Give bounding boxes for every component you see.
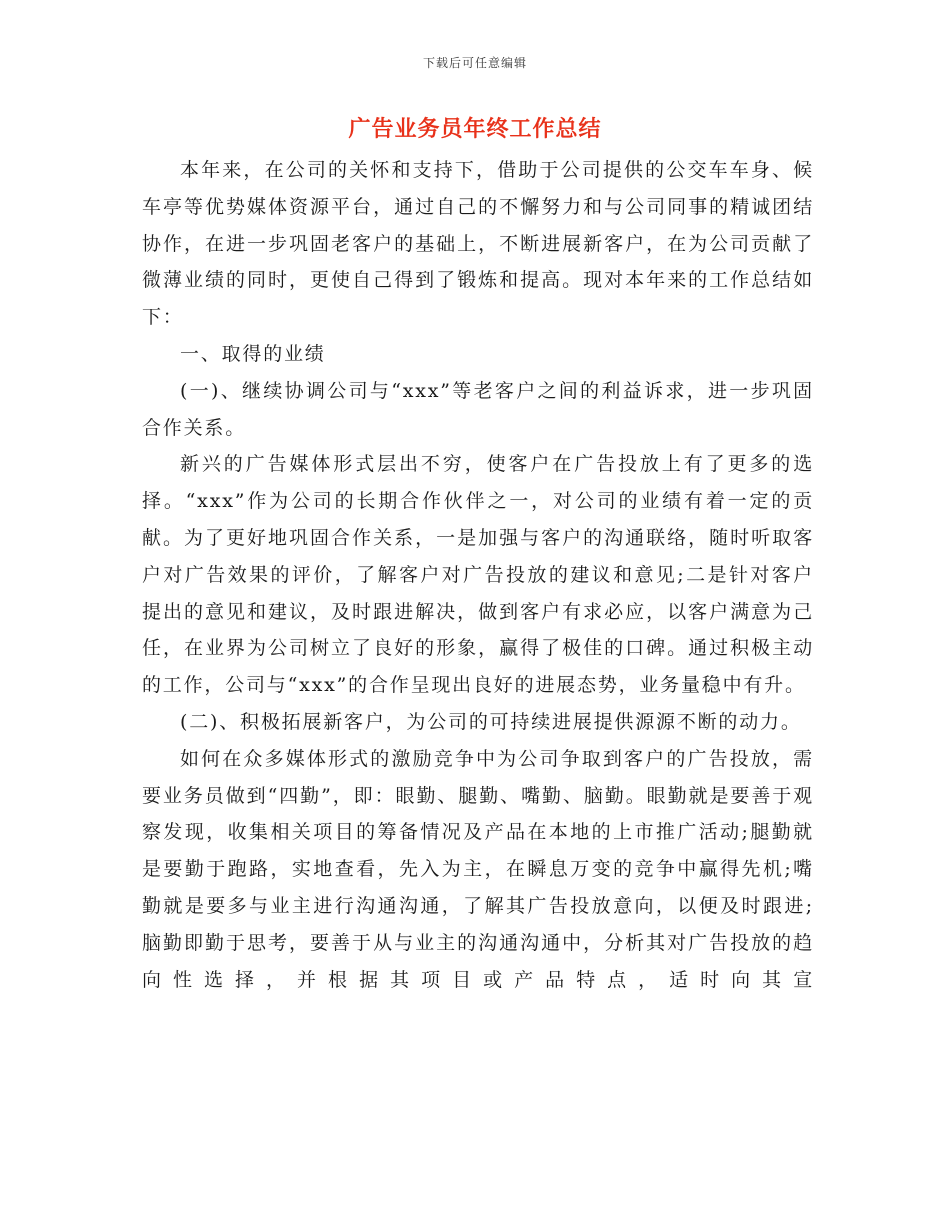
document-body [142, 152, 814, 998]
header-note: 下载后可任意编辑 [422, 56, 527, 70]
subsection-heading-old-clients: (一)、继续协调公司与“xxx”等老客户之间的利益诉求，进一步巩固合作关系。 [142, 379, 814, 439]
subsection-heading-new-clients: (二)、积极拓展新客户，为公司的可持续进展提供源源不断的动力。 [180, 710, 802, 733]
paragraph-old-clients: 新兴的广告媒体形式层出不穷，使客户在广告投放上有了更多的选择。“xxx”作为公司的长期合作伙伴之一，对公司的业绩有着一定的贡献。为了更好地巩固合作关系，一是加强与客户的沟通联络，随时听取客户对广告效果的评价，了解客户对广告投放的建议和意见;二是针对客户提出的意见和建议，及时跟进解决，做到客户有求必应，以客户满意为己任，在业界为公司树立了良好的形象，赢得了极佳的口碑。通过积极主动的工作，公司与“xxx”的合作呈现出良好的进展态势，业务量稳中有升。 [142, 453, 814, 697]
section-heading-achievements: 一、取得的业绩 [180, 342, 326, 365]
paragraph-new-clients: 如何在众多媒体形式的激励竞争中为公司争取到客户的广告投放，需要业务员做到“四勤”，即：眼勤、腿勤、嘴勤、脑勤。眼勤就是要善于观察发现，收集相关项目的筹备情况及产品在本地的上市推广活动;腿勤就是要勤于跑路，实地查看，先入为主，在瞬息万变的竞争中赢得先机;嘴勤就是要多与业主进行沟通沟通，了解其广告投放意向，以便及时跟进;脑勤即勤于思考，要善于从与业主的沟通沟通中，分析其对广告投放的趋向性选择，并根据其项目或产品特点，适时向其宣 [142, 747, 814, 991]
paragraph-intro: 本年来，在公司的关怀和支持下，借助于公司提供的公交车车身、候车亭等优势媒体资源平台，通过自己的不懈努力和与公司同事的精诚团结协作，在进一步巩固老客户的基础上，不断进展新客户，在为公司贡献了微薄业绩的同时，更使自己得到了锻炼和提高。现对本年来的工作总结如下： [142, 159, 814, 329]
document-title: 广告业务员年终工作总结 [348, 116, 602, 142]
